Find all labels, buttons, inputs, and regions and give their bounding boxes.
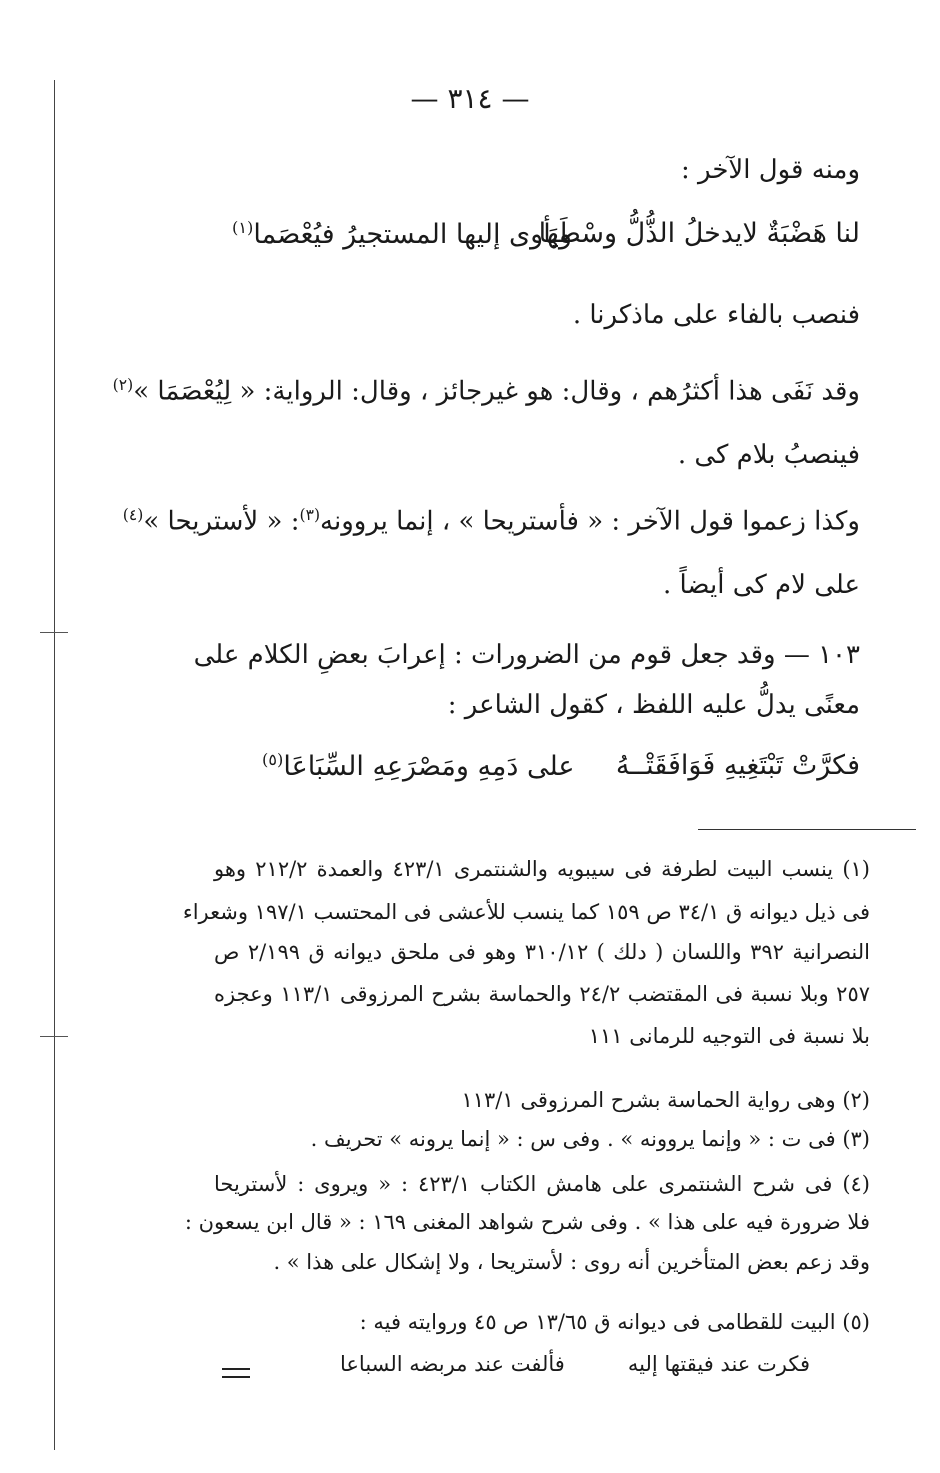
footnote-ref-5: (٥) bbox=[262, 750, 284, 769]
body-line-6-cont: : « لأستريحا » bbox=[143, 506, 300, 537]
verse-2-second-text: على دَمِهِ ومَصْرَعِهِ السِّبَاعَا bbox=[283, 751, 575, 782]
footnote-1-line-2: فى ذيل ديوانه ق ٣٤/١ ص ١٥٩ كما ينسب للأعشى فى المحتسب ١٩٧/١ وشعراء bbox=[182, 900, 870, 924]
body-line-7: على لام كى أيضاً . bbox=[662, 570, 860, 600]
footnote-3: (٣) فى ت : « وإنما يروونه » . وفى س : « إنما يرونه » تحريف . bbox=[310, 1127, 870, 1151]
verse-1-first-hemistich bbox=[539, 218, 860, 249]
body-line-1: ومنه قول الآخر : bbox=[680, 155, 860, 185]
end-mark bbox=[222, 1368, 250, 1380]
footnote-ref-2: (٢) bbox=[112, 376, 134, 394]
verse-1-second-text: ويأوى إليها المستجيرُ فيُعْصَما bbox=[253, 219, 572, 250]
body-line-6 bbox=[122, 506, 860, 538]
footnote-1-line-1: (١) ينسب البيت لطرفة فى سيبويه والشنتمرى ٤٢٣/١ والعمدة ٢١٢/٢ وهو bbox=[214, 857, 870, 881]
footnote-5-verse-first: فكرت عند فيقتها إليه bbox=[627, 1352, 810, 1376]
verse-1-second-hemistich bbox=[232, 218, 572, 250]
body-line-4-text: وقد نَفَى هذا أكثرُهم ، وقال: هو غيرجائز ، وقال: الرواية: « لِيُعْصَمَا » bbox=[133, 376, 860, 407]
footnote-ref-3: (٣) bbox=[299, 506, 321, 524]
footnote-4-line-1: (٤) فى شرح الشنتمرى على هامش الكتاب ٤٢٣/١ : « ويروى : لأستريحا bbox=[214, 1172, 870, 1196]
footnote-1-line-4: ٢٥٧ وبلا نسبة فى المقتضب ٢٤/٢ والحماسة بشرح المرزوقى ١١٣/١ وعجزه bbox=[214, 982, 871, 1006]
margin-line bbox=[54, 80, 55, 1450]
verse-2-first-hemistich bbox=[616, 750, 860, 781]
body-line-6-text: وكذا زعموا قول الآخر : « فأستريحا » ، إنما يروونه bbox=[320, 506, 860, 537]
body-line-4 bbox=[112, 376, 860, 408]
footnote-2: (٢) وهى رواية الحماسة بشرح المرزوقى ١١٣/١ bbox=[461, 1088, 870, 1112]
margin-tick bbox=[40, 632, 68, 633]
footnote-5-line-1: (٥) البيت للقطامى فى ديوانه ق ١٣/٦٥ ص ٤٥ وروايته فيه : bbox=[359, 1310, 870, 1334]
footnote-4-line-2: فلا ضرورة فيه على هذا » . وفى شرح شواهد المغنى ١٦٩ : « قال ابن يسعون : bbox=[184, 1210, 870, 1234]
margin-tick bbox=[40, 1036, 68, 1037]
footnote-5-verse-second: فألفت عند مربضه السباعا bbox=[340, 1352, 565, 1376]
footnote-1-line-3: النصرانية ٣٩٢ واللسان ( دلك ) ٣١٠/١٢ وهو فى ملحق ديوانه ق ٢/١٩٩ ص bbox=[214, 940, 870, 964]
footnote-4-line-3: وقد زعم بعض المتأخرين أنه روى : لأستريحا ، ولا إشكال على هذا » . bbox=[273, 1250, 870, 1274]
footnote-ref-1: (١) bbox=[232, 218, 254, 237]
verse-1-first-text: لنا هَضْبَةٌ لايدخلُ الذُّلُّ وسْطَهَا bbox=[538, 218, 860, 249]
body-line-8: ١٠٣ — وقد جعل قوم من الضرورات : إعرابَ بعضِ الكلام على bbox=[193, 640, 860, 670]
page-number: — ٣١٤ — bbox=[410, 82, 530, 115]
footnote-ref-4: (٤) bbox=[122, 506, 144, 524]
body-line-5: فينصبُ بلام كى . bbox=[677, 440, 860, 470]
body-line-3: فنصب بالفاء على ماذكرنا . bbox=[572, 300, 860, 330]
verse-2-second-hemistich bbox=[262, 750, 575, 782]
footnote-1-line-5: بلا نسبة فى التوجيه للرمانى ١١١ bbox=[588, 1024, 870, 1048]
verse-2-first-text: فكرَّتْ تَبْتَغِيهِ فَوَافَقَتْــهُ bbox=[615, 750, 860, 781]
body-line-9: معنًى يدلُّ عليه اللفظ ، كقول الشاعر : bbox=[447, 690, 860, 720]
footnote-separator bbox=[698, 829, 916, 830]
